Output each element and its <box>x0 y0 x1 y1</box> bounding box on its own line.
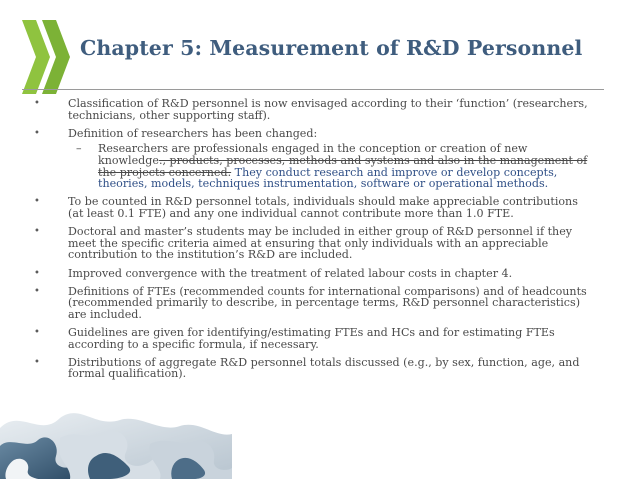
bullet-marker: • <box>34 267 40 279</box>
bullet-marker: • <box>34 285 40 297</box>
bullet-text: Guidelines are given for identifying/estimating FTEs and HCs and for estimating FTEs according to a specific formula, if necessary. <box>68 326 555 351</box>
dash-marker: – <box>76 142 82 156</box>
bullet-marker: • <box>34 196 40 208</box>
bullet-item <box>34 268 594 280</box>
bullet-item <box>34 286 594 321</box>
oecd-chevron-logo <box>18 18 72 96</box>
bullet-marker: • <box>34 356 40 368</box>
sub-bullet-text: Researchers are professionals engaged in the conception or creation of new knowledge <box>98 142 528 167</box>
bullet-item <box>34 128 594 190</box>
deleted-text: ., products, processes, methods and systems and also in the management of the projects concerned. <box>98 153 588 179</box>
bullet-marker: • <box>34 98 40 109</box>
sub-bullet-item <box>68 143 594 189</box>
bullet-item <box>34 357 594 380</box>
slide-body <box>34 98 594 387</box>
title-divider <box>22 89 604 90</box>
puzzle-pieces-image <box>0 398 232 479</box>
bullet-text: Distributions of aggregate R&D personnel totals discussed (e.g., by sex, function, age, and formal qualification). <box>68 355 580 381</box>
bullet-item <box>34 98 594 121</box>
bullet-text: Classification of R&D personnel is now envisaged according to their ‘function’ (researchers, technicians, other supporting staff). <box>68 97 588 122</box>
bullet-item <box>34 226 594 261</box>
sub-bullet-list <box>68 143 594 189</box>
bullet-text: Definition of researchers has been changed: <box>68 126 318 140</box>
bullet-text: To be counted in R&D personnel totals, individuals should make appreciable contributions (at least 0.1 FTE) and any one individual cannot contribute more than 1.0 FTE. <box>68 195 578 220</box>
bullet-marker: • <box>34 327 40 339</box>
page-title: Chapter 5: Measurement of R&D Personnel <box>80 36 583 60</box>
bullet-marker: • <box>34 127 40 139</box>
bullet-text: Definitions of FTEs (recommended counts for international comparisons) and of headcounts (recommended primarily to describe, in percentage terms, R&D personnel characteristics) are included. <box>68 284 587 321</box>
bullet-item <box>34 196 594 219</box>
bullet-marker: • <box>34 226 40 238</box>
bullet-text: Doctoral and master’s students may be included in either group of R&D personnel if they meet the specific criteria aimed at ensuring that only individuals with an appreciable contribution to the institution’s R&D are included. <box>68 225 573 262</box>
bullet-text: Improved convergence with the treatment of related labour costs in chapter 4. <box>68 266 513 280</box>
bullet-item <box>34 327 594 350</box>
inserted-text: They conduct research and improve or develop concepts, theories, models, techniques instrumentation, software or operational methods. <box>98 165 558 191</box>
bullet-list <box>34 98 594 380</box>
